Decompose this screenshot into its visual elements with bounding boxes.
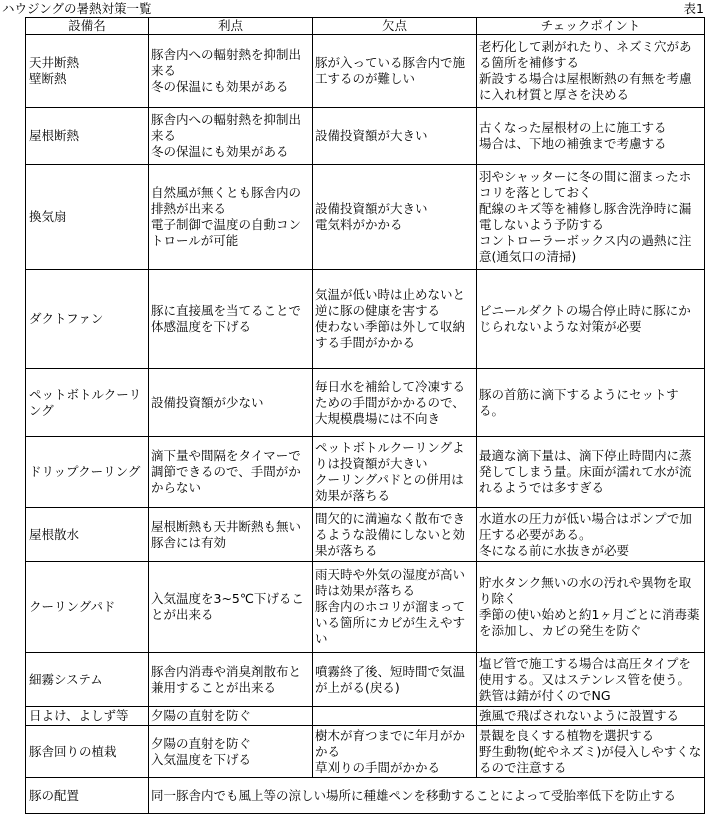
demerits-cell: 豚が入っている豚舎内で施工するのが難しい bbox=[313, 35, 477, 108]
demerits-cell: 気温が低い時は止めないと逆に豚の健康を害する 使わない季節は外して収納する手間がかかる bbox=[313, 270, 477, 369]
demerits-cell: 設備投資額が大きい 電気料がかかる bbox=[313, 165, 477, 270]
merits-cell: 自然風が無くとも豚舎内の排熱が出来る 電子制御で温度の自動コントロールが可能 bbox=[149, 165, 313, 270]
demerits-cell: 設備投資額が大きい bbox=[313, 108, 477, 165]
table-row bbox=[26, 35, 705, 108]
equipment-name: ペットボトルクーリング bbox=[26, 369, 149, 437]
table-row bbox=[26, 707, 705, 726]
merits-cell: 豚舎内消毒や消臭剤散布と兼用することが出来る bbox=[149, 653, 313, 707]
demerits-cell: 噴霧終了後、短時間で気温が上がる(戻る) bbox=[313, 653, 477, 707]
equipment-name: 日よけ、よしず等 bbox=[26, 707, 149, 726]
checkpoint-cell: 老朽化して剥がれたり、ネズミ穴がある箇所を補修する 新設する場合は屋根断熱の有無を考慮に入れ材質と厚さを決める bbox=[477, 35, 705, 108]
demerits-cell: ペットボトルクーリングよりは投資額が大きい クーリングパドとの併用は効果が落ちる bbox=[313, 437, 477, 508]
table-row bbox=[26, 653, 705, 707]
checkpoint-cell: 水道水の圧力が低い場合はポンプで加圧する必要がある。 冬になる前に水抜きが必要 bbox=[477, 508, 705, 562]
table-header-row bbox=[26, 18, 705, 35]
merits-cell: 屋根断熱も天井断熱も無い豚舎には有効 bbox=[149, 508, 313, 562]
checkpoint-cell: 貯水タンク無いの水の汚れや異物を取り除く 季節の使い始めと約1ヶ月ごとに消毒薬を添加し、カビの発生を防ぐ bbox=[477, 562, 705, 653]
equipment-name: 屋根散水 bbox=[26, 508, 149, 562]
table-row bbox=[26, 165, 705, 270]
equipment-name: 細霧システム bbox=[26, 653, 149, 707]
heat-countermeasure-table bbox=[25, 17, 705, 814]
document-title: ハウジングの暑熱対策一覧 bbox=[2, 1, 152, 16]
merits-cell: 豚舎内への輻射熱を抑制出来る 冬の保温にも効果がある bbox=[149, 108, 313, 165]
header-demerits: 欠点 bbox=[313, 18, 477, 35]
demerits-cell: 間欠的に満遍なく散布できるような設備にしないと効果が落ちる bbox=[313, 508, 477, 562]
checkpoint-cell: 景観を良くする植物を選択する 野生動物(蛇やネズミ)が侵入しやすくなるので注意する bbox=[477, 726, 705, 778]
table-row bbox=[26, 270, 705, 369]
equipment-name: 豚舎回りの植栽 bbox=[26, 726, 149, 778]
checkpoint-cell: 古くなった屋根材の上に施工する 場合は、下地の補強まで考慮する bbox=[477, 108, 705, 165]
equipment-name: クーリングパド bbox=[26, 562, 149, 653]
merits-cell: 滴下量や間隔をタイマーで調節できるので、手間がかからない bbox=[149, 437, 313, 508]
equipment-name: ダクトファン bbox=[26, 270, 149, 369]
checkpoint-cell: 最適な滴下量は、滴下停止時間内に蒸発してしまう量。床面が濡れて水が流れるようでは多すぎる bbox=[477, 437, 705, 508]
table-row bbox=[26, 108, 705, 165]
header-checkpoints: チェックポイント bbox=[477, 18, 705, 35]
merits-cell: 夕陽の直射を防ぐ 入気温度を下げる bbox=[149, 726, 313, 778]
merits-cell: 入気温度を3~5℃下げることが出来る bbox=[149, 562, 313, 653]
equipment-name: 換気扇 bbox=[26, 165, 149, 270]
merits-cell: 豚に直接風を当てることで体感温度を下げる bbox=[149, 270, 313, 369]
table-row bbox=[26, 508, 705, 562]
table-row bbox=[26, 562, 705, 653]
checkpoint-cell: 強風で飛ばされないように設置する bbox=[477, 707, 705, 726]
merged-note-cell: 同一豚舎内でも風上等の涼しい場所に種雄ペンを移動することによって受胎率低下を防止する bbox=[149, 778, 705, 814]
checkpoint-cell: 豚の首筋に滴下するようにセットする。 bbox=[477, 369, 705, 437]
merits-cell: 豚舎内への輻射熱を抑制出来る 冬の保温にも効果がある bbox=[149, 35, 313, 108]
table-row bbox=[26, 369, 705, 437]
demerits-cell: 毎日水を補給して冷凍するための手間がかかるので、大規模農場には不向き bbox=[313, 369, 477, 437]
equipment-name: 屋根断熱 bbox=[26, 108, 149, 165]
demerits-cell bbox=[313, 707, 477, 726]
header-merits: 利点 bbox=[149, 18, 313, 35]
merits-cell: 設備投資額が少ない bbox=[149, 369, 313, 437]
equipment-name: ドリップクーリング bbox=[26, 437, 149, 508]
table-row bbox=[26, 778, 705, 814]
checkpoint-cell: ビニールダクトの場合停止時に豚にかじられないような対策が必要 bbox=[477, 270, 705, 369]
checkpoint-cell: 塩ビ管で施工する場合は高圧タイプを使用する。又はステンレス管を使う。鉄管は錆が付くのでNG bbox=[477, 653, 705, 707]
header-equipment: 設備名 bbox=[26, 18, 149, 35]
table-number: 表1 bbox=[683, 1, 704, 16]
equipment-name: 天井断熱 壁断熱 bbox=[26, 35, 149, 108]
table-row bbox=[26, 726, 705, 778]
checkpoint-cell: 羽やシャッターに冬の間に溜まったホコリを落としておく 配線のキズ等を補修し豚舎洗浄時に漏電しないよう予防する コントローラーボックス内の過熱に注意(通気口の清掃) bbox=[477, 165, 705, 270]
demerits-cell: 樹木が育つまでに年月がかかる 草刈りの手間がかかる bbox=[313, 726, 477, 778]
merits-cell: 夕陽の直射を防ぐ bbox=[149, 707, 313, 726]
equipment-name: 豚の配置 bbox=[26, 778, 149, 814]
demerits-cell: 雨天時や外気の湿度が高い時は効果が落ちる 豚舎内のホコリが溜まっている箇所にカビが生えやすい bbox=[313, 562, 477, 653]
table-row bbox=[26, 437, 705, 508]
